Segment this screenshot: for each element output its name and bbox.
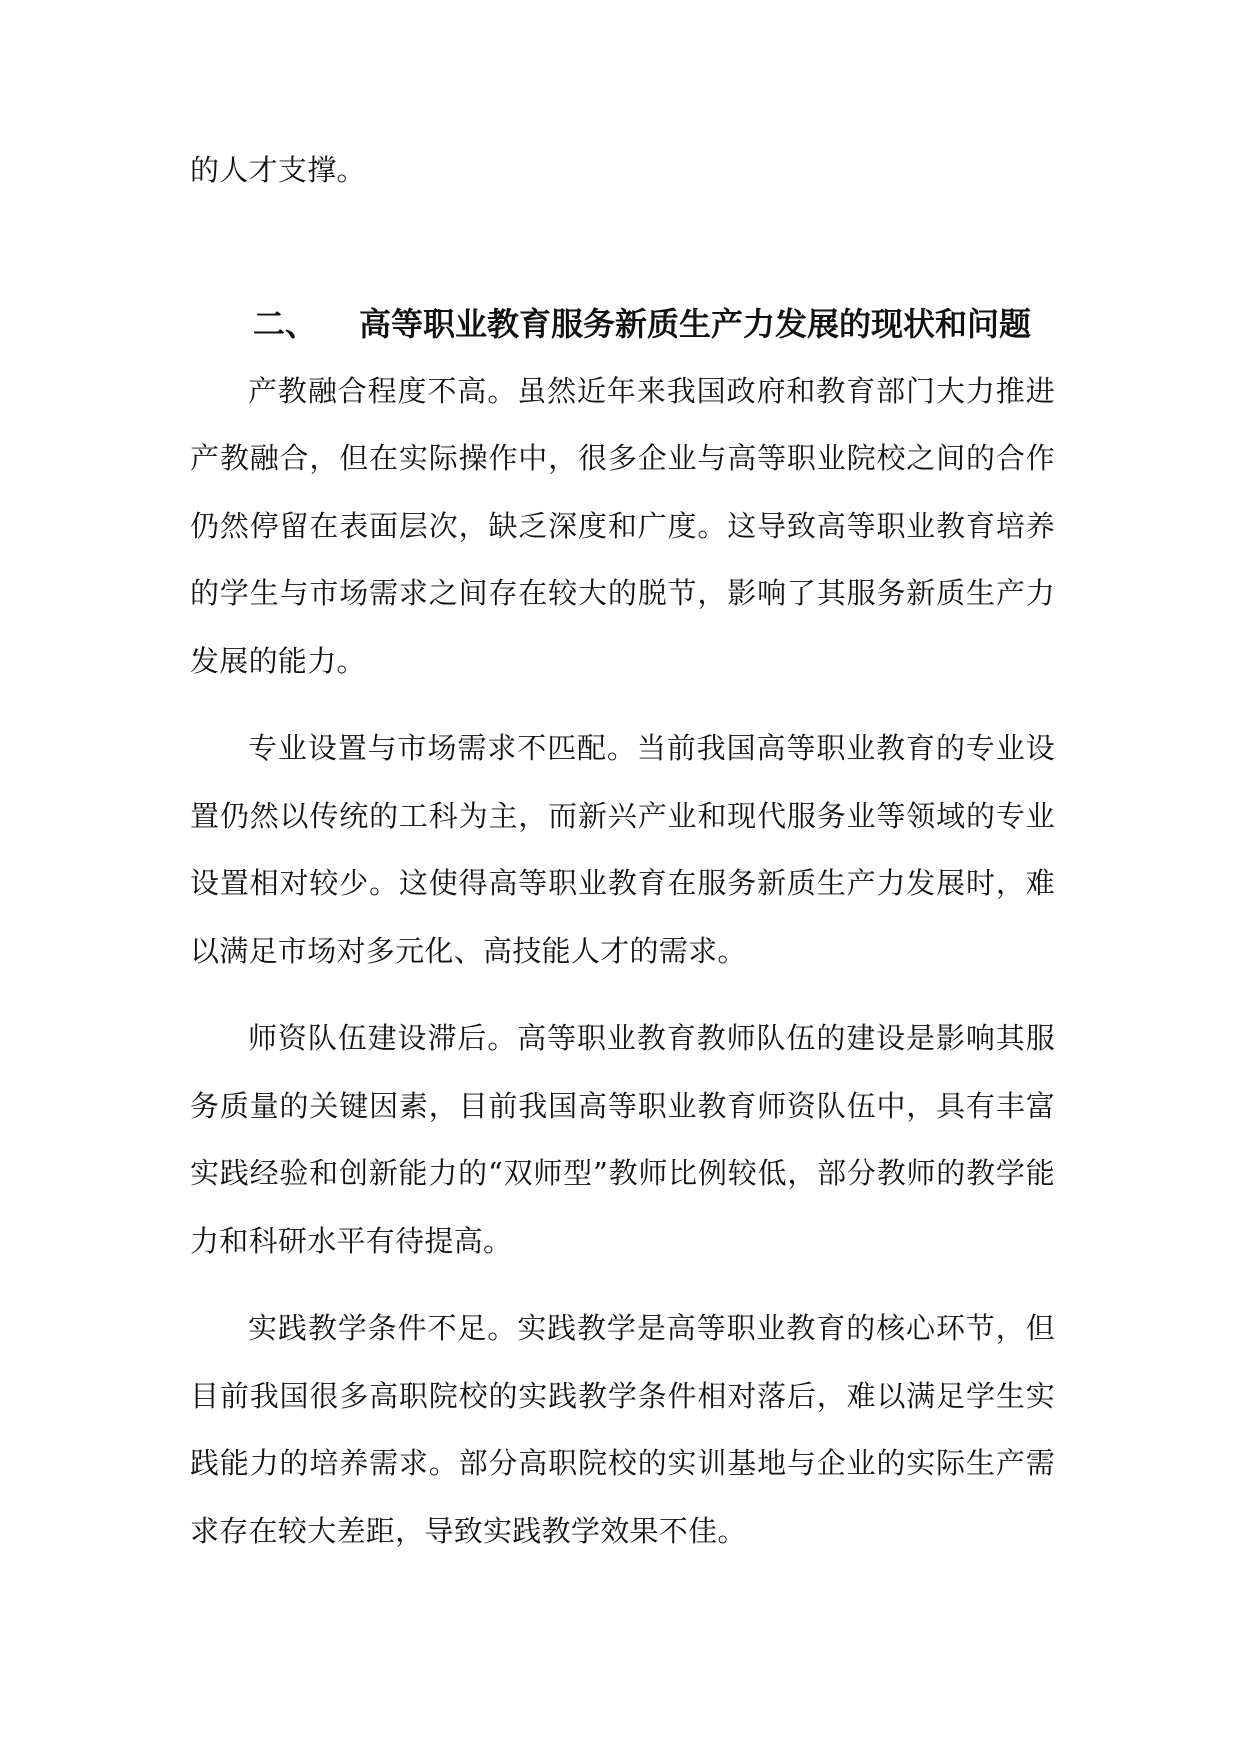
section-number: 二、 <box>253 304 318 343</box>
document-body <box>190 137 1055 1565</box>
section-heading <box>190 302 1055 346</box>
paragraph-practice-teaching: 实践教学条件不足。实践教学是高等职业教育的核心环节，但目前我国很多高职院校的实践教学条件相对落后，难以满足学生实践能力的培养需求。部分高职院校的实训基地与企业的实际生产需求存在较大差距，导致实践教学效果不佳。 <box>190 1311 1055 1548</box>
section-title: 高等职业教育服务新质生产力发展的现状和问题 <box>359 304 1032 343</box>
lead-text: 的人才支撑。 <box>190 153 366 187</box>
paragraph-program-mismatch: 专业设置与市场需求不匹配。当前我国高等职业教育的专业设置仍然以传统的工科为主，而新兴产业和现代服务业等领域的专业设置相对较少。这使得高等职业教育在服务新质生产力发展时，难以满足市场对多元化、高技能人才的需求。 <box>190 731 1055 968</box>
paragraph-industry-education: 产教融合程度不高。虽然近年来我国政府和教育部门大力推进产教融合，但在实际操作中，很多企业与高等职业院校之间的合作仍然停留在表面层次，缺乏深度和广度。这导致高等职业教育培养的学生与市场需求之间存在较大的脱节，影响了其服务新质生产力发展的能力。 <box>190 373 1055 678</box>
paragraph-faculty: 师资队伍建设滞后。高等职业教育教师队伍的建设是影响其服务质量的关键因素，目前我国高等职业教育师资队伍中，具有丰富实践经验和创新能力的“双师型”教师比例较低，部分教师的教学能力和科研水平有待提高。 <box>190 1021 1055 1258</box>
